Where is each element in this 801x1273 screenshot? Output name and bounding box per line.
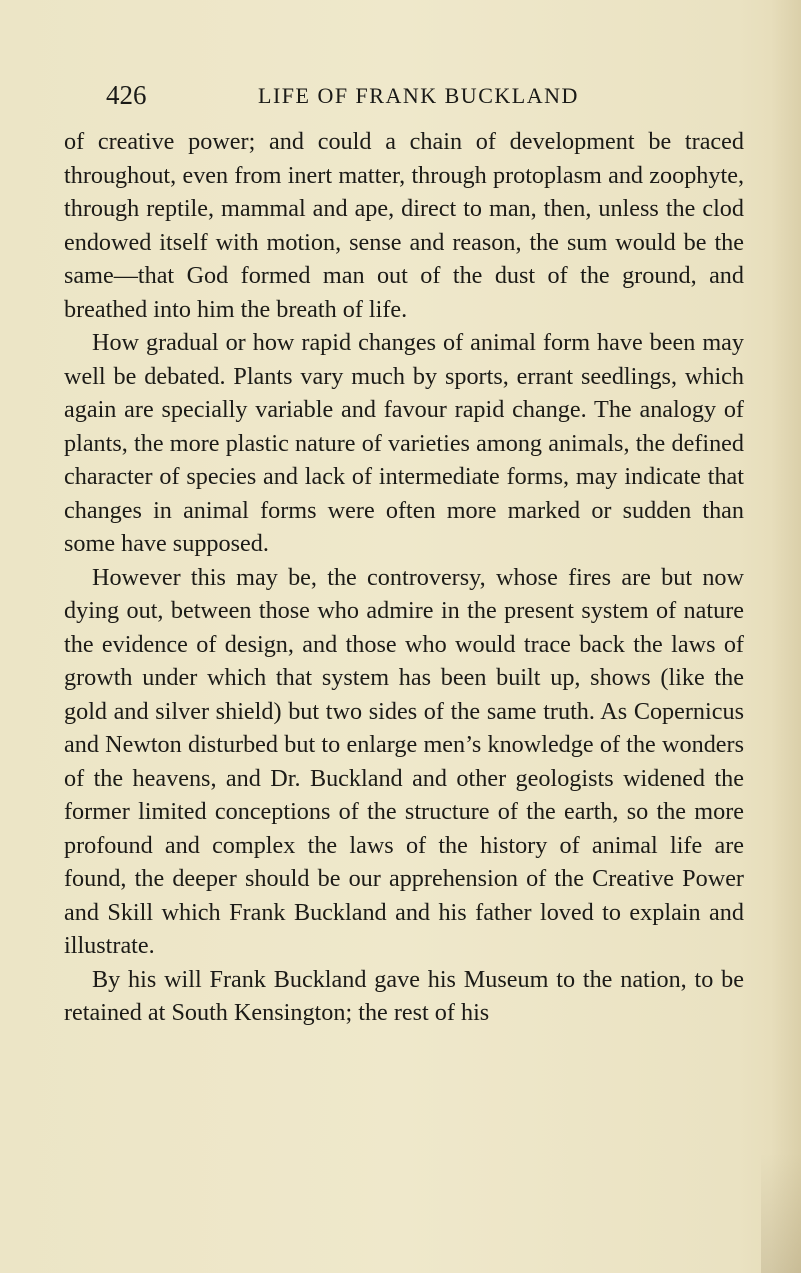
page-number: 426 [106, 80, 147, 110]
paragraph-continued: of creative power; and could a chain of development be traced throughout, even from inert matter, through protoplasm and zoophyte, through reptile, mammal and ape, direct to man, then, unless the clod endowed itself with motion, sense and reason, the sum would be the same—that God formed man out of the dust of the ground, and breathed into him the breath of life. [64, 128, 744, 323]
page-corner-shadow [761, 1153, 801, 1273]
paragraph: How gradual or how rapid changes of animal form have been may well be debated. Plants vary much by sports, errant seedlings, which again are specially variable and favour rapid change. The analogy of plants, the more plastic nature of varieties among animals, the defined character of species and lack of intermediate forms, may indicate that changes in animal forms were often more marked or sudden than some have supposed. [64, 329, 744, 557]
running-title: LIFE OF FRANK BUCKLAND [258, 83, 579, 108]
paragraph: However this may be, the controversy, whose fires are but now dying out, between those who admire in the present system of nature the evidence of design, and those who would trace back the laws of growth under which that system has been built up, shows (like the gold and silver shield) but two sides of the same truth. As Copernicus and Newton disturbed but to enlarge men’s knowledge of the wonders of the heavens, and Dr. Buckland and other geologists widened the former limited conceptions of the structure of the earth, so the more profound and complex the laws of the history of animal life are found, the deeper should be our apprehension of the Creative Power and Skill which Frank Buckland and his father loved to explain and illustrate. [64, 563, 744, 959]
paragraph: By his will Frank Buckland gave his Museum to the nation, to be retained at South Kensington; the rest of his [64, 965, 744, 1026]
body-text [64, 125, 744, 1030]
page-edge-shadow [771, 0, 801, 1273]
running-header [106, 80, 726, 120]
